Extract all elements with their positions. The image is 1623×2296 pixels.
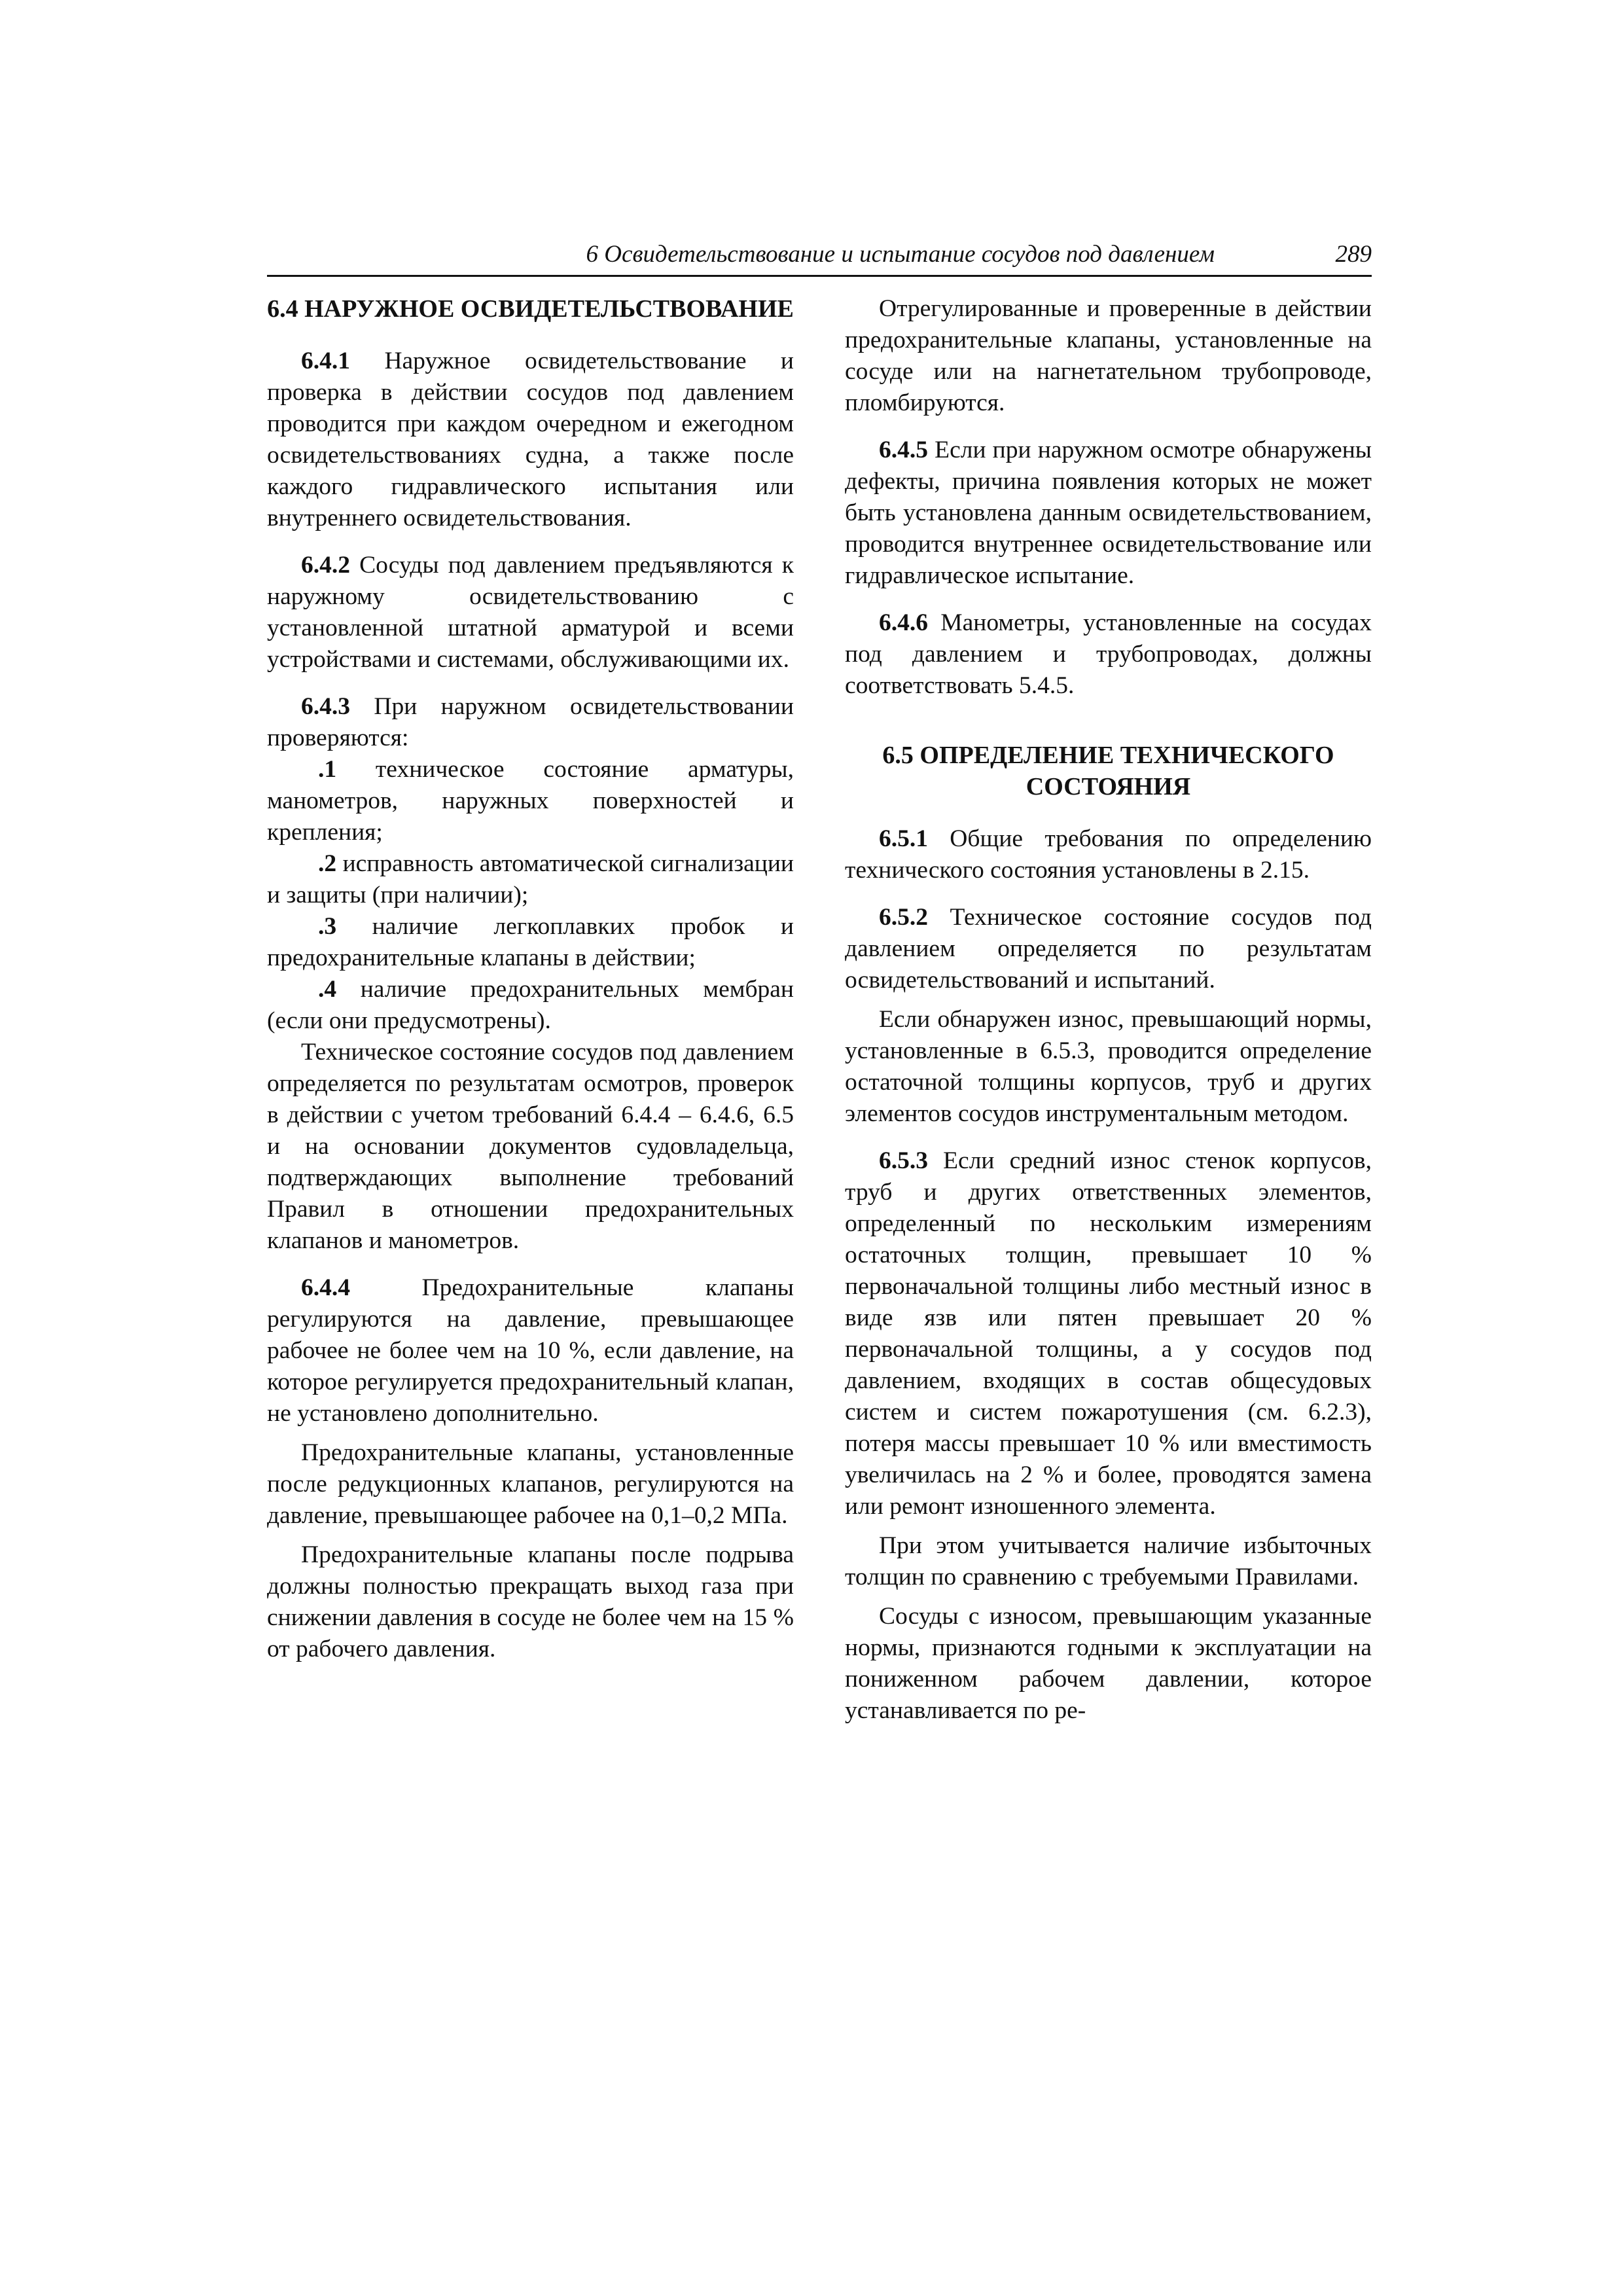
left-column (267, 293, 794, 1665)
item-number: .3 (318, 913, 337, 940)
header-title: 6 Освидетельствование и испытание сосудов под давлением (586, 241, 1215, 268)
paragraph-6-5-1 (845, 823, 1372, 886)
paragraph-text: Если средний износ стенок корпусов, труб и других ответственных элементов, определенный по нескольким измерениям остаточных толщин, превышает 10 % первоначальной толщины либо местный износ в виде язв или пятен превышает 20 % первоначальной толщины, а у сосудов под давлением, входящих в состав общесудовых систем и систем пожаротушения (см. 6.2.3), потеря массы превышает 10 % или вместимость увеличилась на 2 % и более, проводятся замена или ремонт изношенного элемента. (845, 1147, 1372, 1520)
clause-number: 6.5.3 (879, 1147, 928, 1174)
clause-number: 6.4.1 (301, 348, 350, 374)
paragraph-text: Если при наружном осмотре обнаружены дефекты, причина появления которых не может быть установлена данным освидетельствованием, проводится внутреннее освидетельствование или гидравлическое испытание. (845, 437, 1372, 589)
clause-number: 6.4.2 (301, 552, 350, 579)
item-text: наличие легкоплавких пробок и предохранительные клапаны в действии; (267, 913, 794, 971)
running-header (267, 234, 1372, 277)
paragraph-text: Манометры, установленные на сосудах под давлением и трубопроводах, должны соответствовать 5.4.5. (845, 609, 1372, 699)
clause-number: 6.5.1 (879, 825, 928, 852)
paragraph-6-4-2 (267, 550, 794, 675)
list-item (267, 974, 794, 1037)
clause-number: 6.4.6 (879, 609, 928, 636)
item-number: .4 (318, 976, 337, 1003)
paragraph-6-4-3 (267, 691, 794, 754)
paragraph-text: Сосуды под давлением предъявляются к наружному освидетельствованию с установленной штатной арматурой и всеми устройствами и системами, обслуживающими их. (267, 552, 794, 673)
paragraph-text: Наружное освидетельствование и проверка в действии сосудов под давлением проводится при каждом очередном и ежегодном освидетельствованиях судна, а также после каждого гидравлического испытания или внутреннего освидетельствования. (267, 348, 794, 531)
list-item (267, 848, 794, 911)
section-6-5-title: 6.5 ОПРЕДЕЛЕНИЕ ТЕХНИЧЕСКОГО СОСТОЯНИЯ (882, 742, 1334, 800)
clause-number: 6.4.5 (879, 437, 928, 463)
paragraph-text: При этом учитывается наличие избыточных толщин по сравнению с требуемыми Правилами. (845, 1532, 1372, 1590)
paragraph-text: Отрегулированные и проверенные в действии предохранительные клапаны, установленные на сосуде или на нагнетательном трубопроводе, пломбируются. (845, 295, 1372, 416)
paragraph-text: Если обнаружен износ, превышающий нормы, установленные в 6.5.3, проводится определение остаточной толщины корпусов, труб и других элементов сосудов инструментальным методом. (845, 1006, 1372, 1127)
paragraph-6-4-6 (845, 607, 1372, 702)
paragraph-6-5-2 (845, 902, 1372, 996)
clause-number: 6.4.4 (301, 1274, 350, 1301)
item-text: наличие предохранительных мембран (если они предусмотрены). (267, 976, 794, 1034)
paragraph-text: Техническое состояние сосудов под давлением определяется по результатам освидетельствований и испытаний. (845, 904, 1372, 994)
paragraph-text: Сосуды с износом, превышающим указанные нормы, признаются годными к эксплуатации на пониженном рабочем давлении, которое устанавливается по ре- (845, 1603, 1372, 1724)
paragraph-text: Общие требования по определению технического состояния установлены в 2.15. (845, 825, 1372, 884)
paragraph-6-4-5 (845, 435, 1372, 592)
item-text: исправность автоматической сигнализации и защиты (при наличии); (267, 850, 794, 908)
clause-number: 6.5.2 (879, 904, 928, 931)
paragraph-6-4-4 (267, 1272, 794, 1429)
paragraph-6-4-1 (267, 346, 794, 534)
paragraph-text: При наружном освидетельствовании проверяются: (267, 693, 794, 751)
paragraph-text: Предохранительные клапаны после подрыва должны полностью прекращать выход газа при снижении давления в сосуде не более чем на 15 % от рабочего давления. (267, 1541, 794, 1662)
paragraph-text: Предохранительные клапаны, установленные после редукционных клапанов, регулируются на давление, превышающее рабочее на 0,1–0,2 МПа. (267, 1439, 794, 1529)
section-6-4-title: 6.4 НАРУЖНОЕ ОСВИДЕТЕЛЬСТВОВАНИЕ (267, 295, 794, 323)
item-text: техническое состояние арматуры, манометров, наружных поверхностей и крепления; (267, 756, 794, 846)
list-item (267, 754, 794, 848)
paragraph-6-5-3 (845, 1145, 1372, 1522)
list-item (267, 911, 794, 974)
item-number: .2 (318, 850, 337, 877)
clause-number: 6.4.3 (301, 693, 350, 720)
paragraph-text: Предохранительные клапаны регулируются на давление, превышающее рабочее не более чем на 10 %, если давление, на которое регулируется предохранительный клапан, не установлено дополнительно. (267, 1274, 794, 1427)
page-number: 289 (1335, 241, 1372, 268)
right-column (845, 293, 1372, 1727)
paragraph-text: Техническое состояние сосудов под давлением определяется по результатам осмотров, проверок в действии с учетом требований 6.4.4 – 6.4.6, 6.5 и на основании документов судовладельца, подтверждающих выполнение требований Правил в отношении предохранительных клапанов и манометров. (267, 1039, 794, 1254)
item-number: .1 (318, 756, 337, 783)
